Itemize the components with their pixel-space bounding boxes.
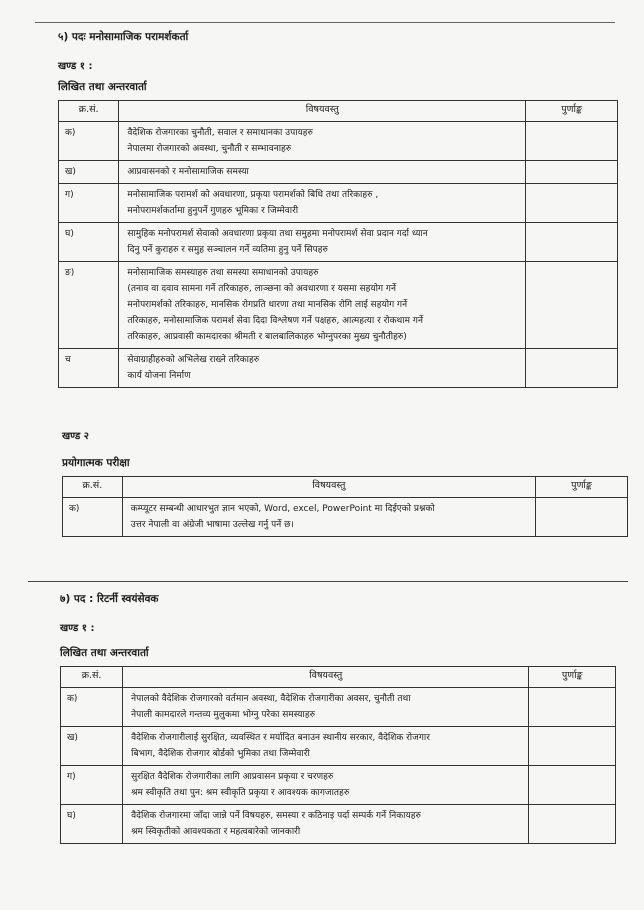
marks-cell	[529, 688, 616, 727]
table-row	[59, 262, 618, 349]
subject-line: सामुहिक मनोपरामर्श सेवाको अवधारणा प्रकृया तथा समुहमा मनोपरामर्श सेवा प्रदान गर्दा ध्यान	[127, 229, 428, 239]
header-marks: पुर्णाङ्क	[526, 101, 618, 122]
serial-cell: च	[59, 349, 119, 388]
top-page-edge-line	[35, 14, 615, 23]
subject-cell	[123, 766, 529, 805]
subject-line: श्रम स्विकृतीको आवश्यकता र महत्वबारेको जानकारी	[131, 827, 301, 837]
marks-cell	[529, 766, 616, 805]
subject-line: आप्रवासनको र मनोसामाजिक समस्या	[127, 167, 249, 177]
subject-line: मनोसामाजिक समस्याहरु तथा समस्या समाधानको उपायहरु	[127, 268, 319, 278]
subject-line: नेपालमा रोजगारको अवस्था, चुनौती र सम्भावनाहरु	[127, 144, 292, 154]
sub-heading: लिखित तथा अन्तरवार्ता	[58, 81, 147, 93]
subject-cell	[122, 498, 535, 537]
table-body	[59, 122, 618, 388]
table-header-row	[63, 477, 628, 498]
table-row	[61, 766, 616, 805]
table-row	[63, 498, 628, 537]
serial-cell: ङ)	[59, 262, 119, 349]
section-5	[58, 30, 618, 388]
subject-line: मनोपरामर्शकर्तामा हुनुपर्ने गुणहरु भूमिका र जिम्मेवारी	[127, 206, 299, 216]
table-row	[61, 688, 616, 727]
serial-cell: ख)	[61, 727, 123, 766]
table-row	[59, 223, 618, 262]
table-row	[61, 727, 616, 766]
subject-line: कार्य योजना निर्माण	[127, 371, 191, 381]
khanda-heading: खण्ड १ :	[58, 61, 93, 72]
subject-line: तरिकाहरु, आप्रवासी कामदारका श्रीमती र बालबालिकाहरु भोग्नुपरका मुख्य चुनौतीहरु)	[127, 332, 407, 342]
practical-table	[62, 476, 628, 537]
sub-heading: प्रयोगात्मक परीक्षा	[62, 457, 130, 469]
subject-line: वैदेशिक रोजगारमा जाँदा जान्ने पर्ने विषयहरु, समस्या र कठिनाइ पर्दा सम्पर्क गर्ने निकायहरु	[131, 811, 421, 821]
subject-cell	[119, 161, 526, 184]
header-serial: क्र.सं.	[63, 477, 123, 498]
header-subject: विषयवस्तु	[119, 101, 526, 122]
subject-line: मनोसामाजिक परामर्श को अवधारणा, प्रकृया परामर्शको बिधि तथा तरिकाहरु ,	[127, 190, 379, 200]
header-marks: पुर्णाङ्क	[529, 667, 616, 688]
header-serial: क्र.सं.	[61, 667, 123, 688]
khanda-heading: खण्ड १ :	[60, 623, 95, 634]
marks-cell	[526, 349, 618, 388]
header-marks: पुर्णाङ्क	[536, 477, 628, 498]
subject-line: कम्प्यूटर सम्बन्धी आधारभुत ज्ञान भएको, Word, excel, PowerPoint मा दिईएको प्रश्नको	[130, 504, 435, 514]
subject-line: (तनाव वा दवाव सामना गर्ने तरिकाहरु, लाञ्छना को अवधारणा र यसमा सहयोग गर्ने	[127, 284, 396, 294]
marks-cell	[526, 161, 618, 184]
section-5-practical	[62, 428, 628, 537]
syllabus-table	[58, 100, 618, 388]
subject-cell	[119, 262, 526, 349]
table-row	[59, 122, 618, 161]
marks-cell	[526, 262, 618, 349]
serial-cell: ख)	[59, 161, 119, 184]
table-row	[59, 161, 618, 184]
header-serial: क्र.सं.	[59, 101, 119, 122]
marks-cell	[526, 223, 618, 262]
subject-line: बिभाग, वैदेशिक रोजगार बोर्डको भुमिका तथा जिम्मेवारी	[131, 749, 310, 759]
subject-line: दिनु पर्ने कुराहरु र समुह सञ्चालन गर्ने व्यतिमा हुनु पर्ने सिपहरु	[127, 245, 328, 255]
subject-cell	[123, 688, 529, 727]
subject-line: सेवाग्राहीहरुको अभिलेख राख्ने तरिकाहरु	[127, 355, 260, 365]
subject-cell	[119, 349, 526, 388]
table-header-row	[61, 667, 616, 688]
header-subject: विषयवस्तु	[122, 477, 535, 498]
table-body	[61, 688, 616, 844]
subject-line: वैदेशिक रोजगारीलाई सुरक्षित, व्यवस्थित र मर्यादित बनाउन स्थानीय सरकार, वैदेशिक रोजगार	[131, 733, 430, 743]
serial-cell: घ)	[59, 223, 119, 262]
subject-line: श्रम स्वीकृति तथा पुन: श्रम स्वीकृति प्रकृया र आवश्यक कागजातहरु	[131, 788, 350, 798]
table-header-row	[59, 101, 618, 122]
subject-cell	[119, 223, 526, 262]
marks-cell	[529, 805, 616, 844]
subject-line: उत्तर नेपाली वा अंग्रेजी भाषामा उल्लेख गर्नु पर्ने छ।	[130, 520, 294, 530]
serial-cell: क)	[63, 498, 123, 537]
page-divider	[28, 581, 628, 582]
serial-cell: घ)	[61, 805, 123, 844]
subject-line: मनोपरामर्शको तरिकाहरु, मानसिक रोगप्रति धारणा तथा मानसिक रोगि लाई सहयोग गर्ने	[127, 300, 408, 310]
table-body	[63, 498, 628, 537]
subject-cell	[119, 122, 526, 161]
subject-cell	[123, 727, 529, 766]
marks-cell	[536, 498, 628, 537]
post-title: ५) पदः मनोसामाजिक परामर्शकर्ता	[58, 31, 189, 43]
serial-cell: ग)	[61, 766, 123, 805]
marks-cell	[526, 184, 618, 223]
subject-line: तरिकाहरु, मनोसामाजिक परामर्श सेवा दिदा विश्लेषण गर्ने पक्षहरु, आत्महत्या र रोकथाम गर्ने	[127, 316, 423, 326]
subject-line: नेपाली कामदारले गन्तव्य मुलुकमा भोग्नु परेका समस्याहरु	[131, 710, 315, 720]
table-row	[61, 805, 616, 844]
subject-cell	[119, 184, 526, 223]
subject-line: नेपालको वैदेशिक रोजगारको वर्तमान अवस्था, वैदेशिक रोजगारीका अवसर, चुनौती तथा	[131, 694, 411, 704]
subject-line: सुरक्षित वैदेशिक रोजगारीका लागि आप्रवासन प्रकृया र चरणहरु	[131, 772, 334, 782]
table-row	[59, 349, 618, 388]
syllabus-table	[60, 666, 616, 844]
subject-cell	[123, 805, 529, 844]
serial-cell: क)	[61, 688, 123, 727]
khanda-heading: खण्ड २	[62, 431, 89, 442]
serial-cell: क)	[59, 122, 119, 161]
post-title: ७) पद : रिटर्नी स्वयंसेवक	[60, 593, 159, 605]
header-subject: विषयवस्तु	[123, 667, 529, 688]
subject-line: वैदेशिक रोजगारका चुनौती, सवाल र समाधानका उपायहरु	[127, 128, 313, 138]
marks-cell	[526, 122, 618, 161]
section-7	[60, 592, 616, 844]
sub-heading: लिखित तथा अन्तरवार्ता	[60, 647, 149, 659]
table-row	[59, 184, 618, 223]
marks-cell	[529, 727, 616, 766]
serial-cell: ग)	[59, 184, 119, 223]
